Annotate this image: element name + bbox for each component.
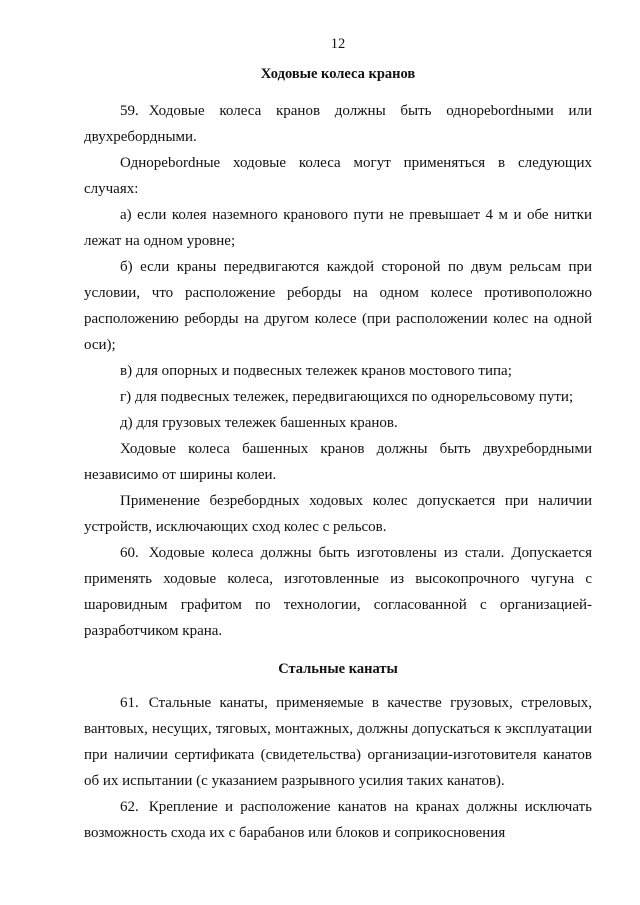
paragraph-tower-cranes: Ходовые колеса башенных кранов должны быть двухребордными независимо от ширины колеи. (84, 441, 592, 483)
paragraph-60 (84, 540, 592, 644)
paragraph-61 (84, 690, 592, 794)
section-heading-running-wheels: Ходовые колеса кранов (260, 66, 416, 82)
paragraph-59 (84, 98, 592, 150)
paragraph-text: Стальные канаты, применяемые в качестве грузовых, стреловых, вантовых, несущих, тяговых, монтажных, должны допускаться к эксплуатации при наличии сертификата (свидетельства) организации-изготовителя канатов об их испытании (с указанием разрывного усилия таких канатов). (84, 695, 592, 789)
paragraph-text: Крепление и расположение канатов на кранах должны исключать возможность схода их с барабанов или блоков и соприкосновения (84, 799, 592, 841)
paragraph-item-v: в) для опорных и подвесных тележек кранов мостового типа; (120, 363, 512, 379)
paragraph-number: 59. (120, 103, 139, 119)
paragraph-text: Ходовые колеса кранов должны быть однорebordными или двухребордными. (84, 103, 592, 145)
paragraph-item-b: б) если краны передвигаются каждой стороной по двум рельсам при условии, что расположение реборды на одном колесе противоположно расположению реборды на другом колесе (при расположении колес на одной оси); (84, 259, 592, 353)
paragraph-item-a: а) если колея наземного кранового пути не превышает 4 м и обе нитки лежат на одном уровне; (84, 207, 592, 249)
paragraph-number: 60. (120, 545, 139, 561)
section-heading-steel-ropes: Стальные канаты (278, 661, 398, 677)
paragraph-62 (84, 794, 592, 846)
paragraph-item-g: г) для подвесных тележек, передвигающихся по однорельсовому пути; (120, 389, 574, 405)
paragraph-text: Ходовые колеса должны быть изготовлены из стали. Допускается применять ходовые колеса, изготовленные из высокопрочного чугуна с шаровидным графитом по технологии, согласованной с организацией-разработчиком крана. (84, 545, 592, 639)
paragraph-number: 61. (120, 695, 139, 711)
paragraph-item-d: д) для грузовых тележек башенных кранов. (120, 415, 398, 431)
paragraph-number: 62. (120, 799, 139, 815)
paragraph-flangeless-wheels: Применение безребордных ходовых колес допускается при наличии устройств, исключающих сход колес с рельсов. (84, 493, 592, 535)
page-number: 12 (330, 36, 346, 52)
paragraph-single-flange-cases: Однорebordные ходовые колеса могут применяться в следующих случаях: (84, 155, 592, 197)
